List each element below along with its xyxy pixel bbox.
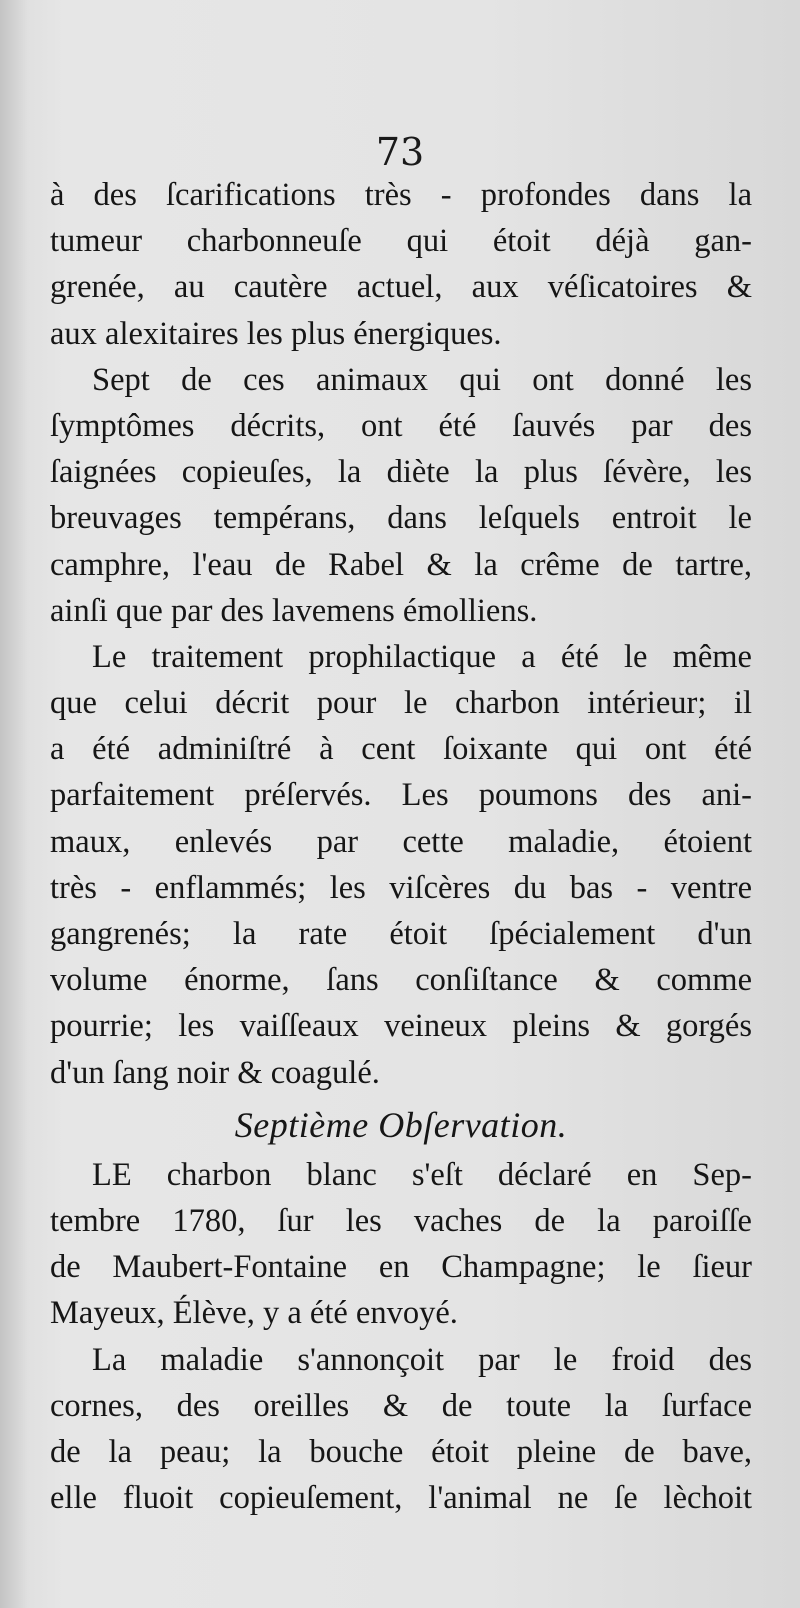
text-line: Mayeux, Élève, y a été envoyé. bbox=[50, 1295, 458, 1332]
text-line: à des ſcarifications très - profondes dans la bbox=[50, 177, 752, 213]
text-line: ainſi que par des lavemens émolliens. bbox=[50, 592, 538, 629]
text-line: ſaignées copieuſes, la diète la plus ſévère, les bbox=[50, 454, 752, 491]
text-line: d'un ſang noir & coagulé. bbox=[50, 1054, 380, 1091]
paragraphs-after-heading bbox=[50, 1152, 752, 1522]
text-line: pourrie; les vaiſſeaux veineux pleins & gorgés bbox=[50, 1008, 752, 1045]
text-line: aux alexitaires les plus énergiques. bbox=[50, 315, 502, 352]
text-line: très - enflammés; les viſcères du bas - ventre bbox=[50, 869, 752, 906]
paragraphs-before-heading bbox=[50, 172, 752, 1096]
text-line: Le traitement prophilactique a été le même bbox=[92, 638, 752, 675]
text-line: cornes, des oreilles & de toute la ſurface bbox=[50, 1387, 752, 1424]
text-line: Sept de ces animaux qui ont donné les bbox=[92, 361, 752, 398]
text-line: de la peau; la bouche étoit pleine de bave, bbox=[50, 1433, 752, 1470]
text-line: que celui décrit pour le charbon intérieur; il bbox=[50, 685, 752, 722]
text-line: elle fluoit copieuſement, l'animal ne ſe lèchoit bbox=[50, 1480, 752, 1517]
text-line: gangrenés; la rate étoit ſpécialement d'un bbox=[50, 916, 752, 952]
text-line: volume énorme, ſans conſiſtance & comme bbox=[50, 962, 752, 999]
body-text bbox=[50, 172, 752, 1521]
text-line: maux, enlevés par cette maladie, étoient bbox=[50, 823, 752, 860]
text-line: camphre, l'eau de Rabel & la crême de tartre, bbox=[50, 546, 752, 583]
text-line: a été adminiſtré à cent ſoixante qui ont été bbox=[50, 731, 752, 768]
text-line: LE charbon blanc s'eſt déclaré en Sep- bbox=[92, 1156, 752, 1193]
text-line: tumeur charbonneuſe qui étoit déjà gan- bbox=[50, 223, 752, 260]
text-line: La maladie s'annonçoit par le froid des bbox=[92, 1341, 752, 1378]
text-line: breuvages tempérans, dans leſquels entroit le bbox=[50, 500, 752, 537]
text-line: tembre 1780, ſur les vaches de la paroiſſe bbox=[50, 1202, 752, 1239]
page-number: 73 bbox=[375, 130, 425, 174]
text-line: de Maubert-Fontaine en Champagne; le ſieur bbox=[50, 1249, 752, 1286]
text-line: grenée, au cautère actuel, aux véſicatoires & bbox=[50, 269, 752, 306]
text-line: parfaitement préſervés. Les poumons des ani- bbox=[50, 777, 752, 814]
text-line: ſymptômes décrits, ont été ſauvés par des bbox=[50, 407, 752, 444]
section-heading: Septième Obſervation. bbox=[234, 1104, 568, 1145]
